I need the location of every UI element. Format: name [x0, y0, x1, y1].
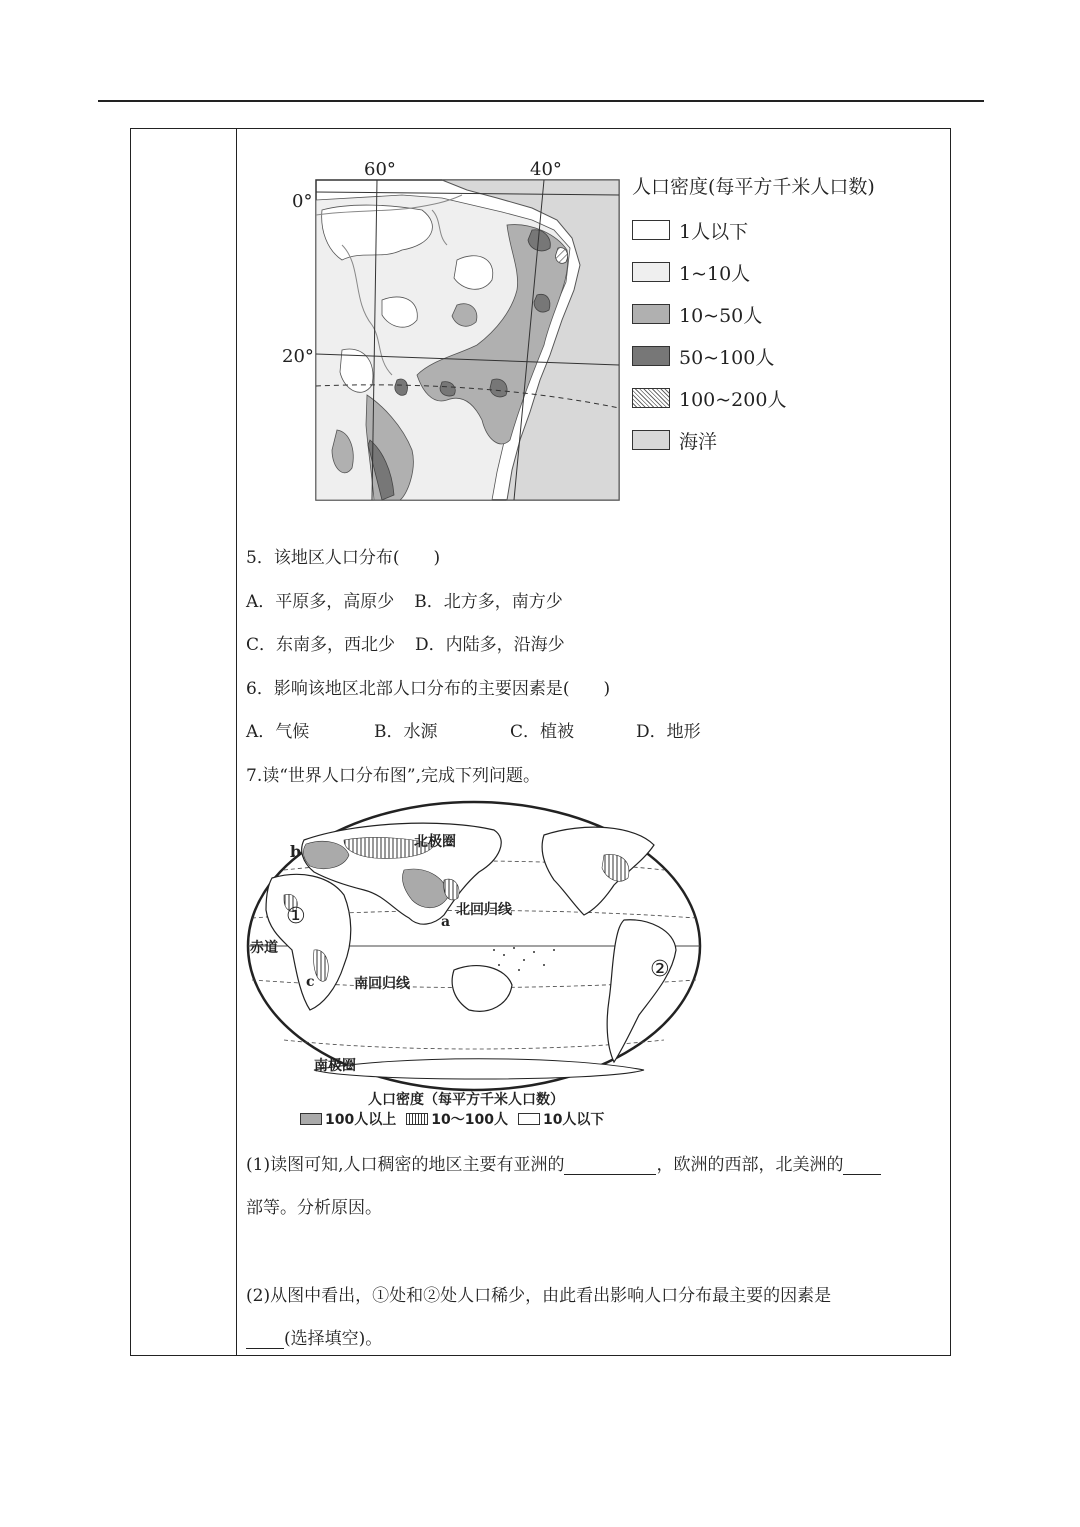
q7-part2-text-b: (选择填空)。: [284, 1329, 383, 1349]
q7-part2-text-a: (2)从图中看出，①处和②处人口稀少，由此看出影响人口分布最主要的因素是: [246, 1286, 832, 1306]
legend2-label: 100人以上: [325, 1112, 397, 1128]
q7-part1-text-a: (1)读图可知,人口稠密的地区主要有亚洲的: [246, 1155, 565, 1175]
legend1-label: 1~10人: [679, 262, 751, 285]
legend2-label: 10人以下: [542, 1112, 605, 1128]
q5-options-2: [246, 630, 565, 655]
legend2-swatch: [518, 1113, 540, 1125]
q7-part2-blank[interactable]: [246, 1332, 284, 1349]
label-a: a: [441, 914, 451, 930]
legend2-swatch: [300, 1113, 322, 1125]
q7-part1-blank-asia[interactable]: [564, 1158, 656, 1175]
q7-part2-line2: [246, 1324, 382, 1349]
map2-legend: [300, 1091, 720, 1129]
q6-stem: 6．影响该地区北部人口分布的主要因素是( ): [246, 679, 611, 699]
q5-option-d: D．内陆多，沿海少: [415, 635, 565, 655]
legend1-label: 1人以下: [679, 220, 749, 243]
q5-stem: 5．该地区人口分布( ): [246, 548, 441, 568]
legend2-item: [406, 1109, 508, 1129]
lat-label-20: 20°: [282, 346, 314, 367]
q6-option-c: C．植被: [510, 722, 575, 742]
lat-label-0: 0°: [292, 191, 313, 212]
legend1-swatch: [632, 346, 670, 366]
q6-option-a: A．气候: [246, 722, 310, 742]
q7-stem: 7.读“世界人口分布图”,完成下列问题。: [246, 766, 541, 786]
label-arctic-circle: 北极圈: [414, 834, 456, 850]
population-density-map: [282, 150, 642, 510]
legend1-label: 10~50人: [679, 304, 763, 327]
q7-part1-text-c: 部等。分析原因。: [246, 1198, 382, 1218]
legend2-row: [300, 1109, 720, 1129]
density-100-200-zone: [556, 248, 568, 264]
legend2-title: 人口密度（每平方千米人口数）: [368, 1092, 564, 1108]
q6-option-b: B．水源: [374, 722, 438, 742]
q6-option-d: D．地形: [636, 722, 701, 742]
label-antarctic-circle: 南极圈: [314, 1058, 356, 1074]
q5-option-c: C．东南多，西北少: [246, 635, 396, 655]
label-circle-1: ①: [286, 904, 306, 929]
q5-options: [246, 587, 563, 612]
q7-part1-blank-na[interactable]: [843, 1158, 881, 1175]
legend1-swatch: [632, 262, 670, 282]
legend1-item: [632, 293, 932, 335]
legend2-item: [518, 1109, 604, 1129]
legend1-label: 50~100人: [679, 346, 775, 369]
label-equator: 赤道: [250, 940, 278, 956]
lon-label-40: 40°: [530, 159, 562, 180]
label-b: b: [290, 842, 302, 861]
label-tropic-cancer: 北回归线: [456, 902, 512, 918]
world-population-map: [244, 800, 704, 1092]
table-column-divider: [236, 128, 237, 1356]
q5-option-a: A．平原多，高原少: [246, 592, 395, 612]
legend1-swatch: [632, 220, 670, 240]
map1-legend: [632, 172, 932, 461]
label-circle-2: ②: [650, 957, 670, 982]
legend1-label: 海洋: [679, 430, 718, 453]
legend1-title: 人口密度(每平方千米人口数): [632, 176, 875, 198]
lon-label-60: 60°: [364, 159, 396, 180]
legend1-item: [632, 209, 932, 251]
legend1-swatch: [632, 430, 670, 450]
legend1-item: [632, 251, 932, 293]
q6-options: [246, 717, 701, 742]
legend1-swatch: [632, 388, 670, 408]
legend1-item: [632, 335, 932, 377]
q7-part1-line1: [246, 1150, 881, 1175]
legend2-label: 10～100人: [431, 1112, 508, 1128]
legend1-swatch: [632, 304, 670, 324]
label-tropic-capricorn: 南回归线: [354, 976, 410, 992]
legend1-item: [632, 419, 932, 461]
legend1-label: 100~200人: [679, 388, 787, 411]
legend2-swatch: [406, 1113, 428, 1125]
legend2-item: [300, 1109, 396, 1129]
label-c: c: [306, 974, 315, 990]
q7-part1-text-b: ，欧洲的西部，北美洲的: [656, 1155, 844, 1175]
header-rule: [98, 100, 984, 102]
legend1-item: [632, 377, 932, 419]
q5-option-b: B．北方多，南方少: [414, 592, 563, 612]
